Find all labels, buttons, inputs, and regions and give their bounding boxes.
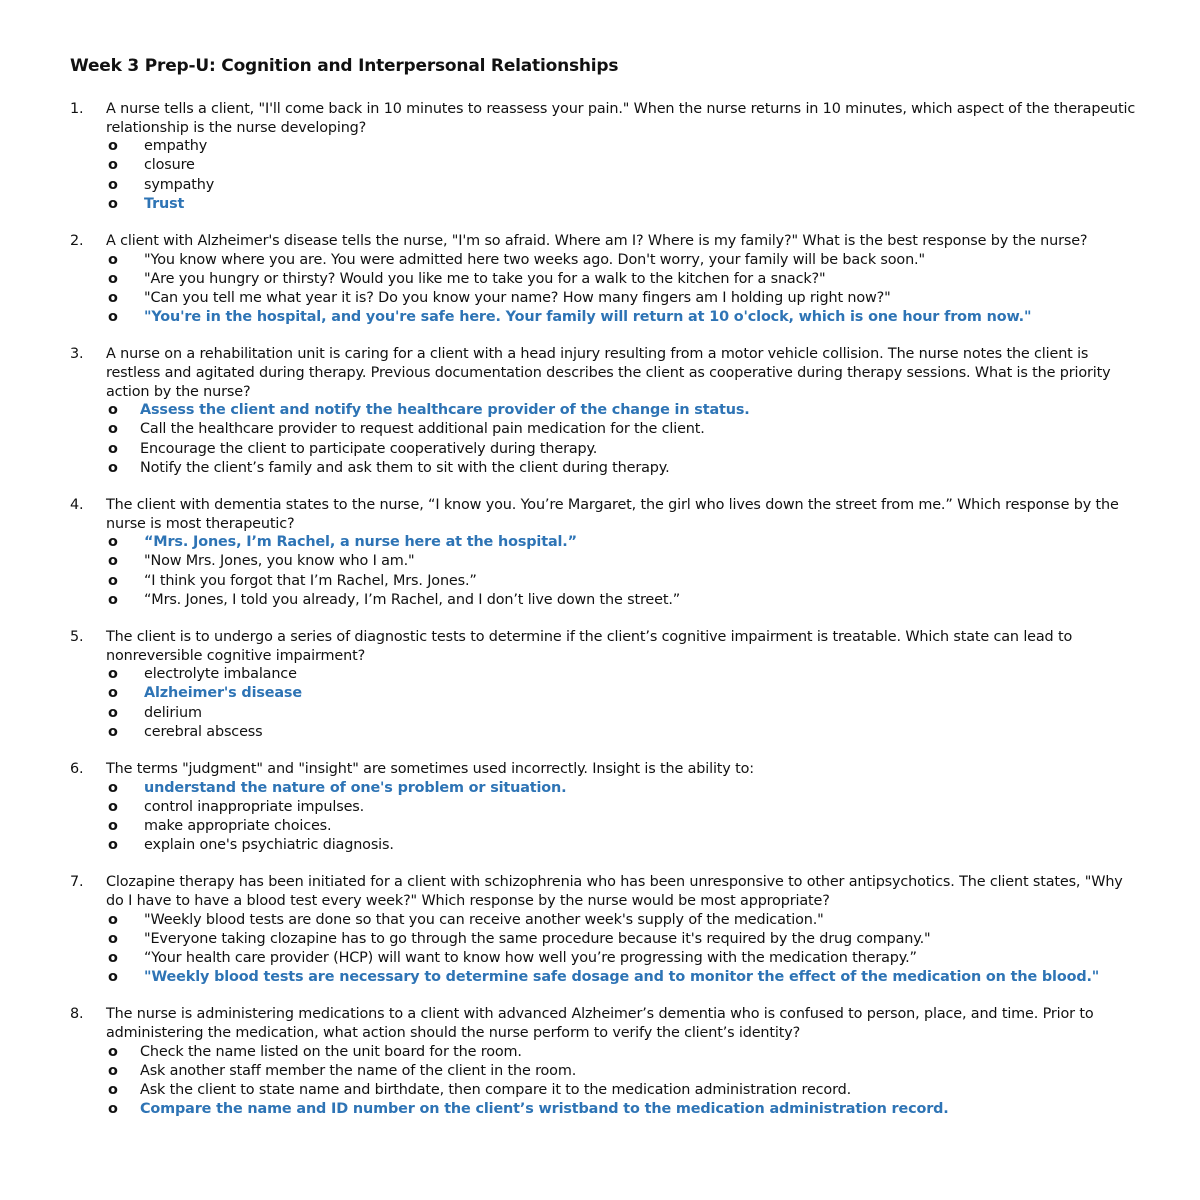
bullet-icon: o	[108, 440, 118, 457]
option-text: “Your health care provider (HCP) will want to know how well you’re progressing with the medication therapy.”	[144, 950, 917, 966]
option-text: delirium	[144, 704, 202, 721]
answer-option	[70, 1062, 1140, 1081]
answer-option	[70, 459, 1140, 478]
answer-option	[70, 723, 1140, 742]
bullet-icon: o	[108, 837, 118, 854]
option-text: Ask the client to state name and birthdate, then compare it to the medication administration record.	[140, 1082, 852, 1098]
bullet-icon: o	[108, 534, 118, 551]
question-text: Clozapine therapy has been initiated for a client with schizophrenia who has been unresponsive to other antipsychotics. The client states, "Why do I have to have a blood test every week?" Which response by the nurse would be most appropriate?	[106, 874, 1123, 909]
option-text: "Weekly blood tests are done so that you can receive another week's supply of the medication."	[144, 911, 824, 928]
answer-option-correct	[70, 968, 1140, 987]
question-1	[70, 100, 1140, 214]
option-text: "Can you tell me what year it is? Do you know your name? How many fingers am I holding up right now?"	[144, 290, 891, 306]
option-text: Trust	[144, 195, 185, 212]
bullet-icon: o	[108, 290, 118, 306]
option-text: make appropriate choices.	[144, 818, 332, 834]
answer-option	[70, 552, 1140, 571]
option-text: sympathy	[144, 176, 215, 193]
answer-option	[70, 930, 1140, 949]
option-text: "Are you hungry or thirsty? Would you like me to take you for a walk to the kitchen for a snack?"	[144, 270, 826, 287]
bullet-icon: o	[108, 138, 118, 155]
bullet-icon: o	[108, 704, 118, 721]
bullet-icon: o	[108, 818, 118, 834]
answer-option-correct	[70, 684, 1140, 703]
answer-option-correct	[70, 401, 1140, 420]
answer-option	[70, 420, 1140, 439]
bullet-icon: o	[108, 723, 118, 740]
bullet-icon: o	[108, 779, 118, 796]
bullet-icon: o	[108, 1101, 118, 1118]
answer-options	[70, 665, 1140, 742]
option-text: Ask another staff member the name of the client in the room.	[140, 1062, 577, 1079]
page-title: Week 3 Prep-U: Cognition and Interpersonal Relationships	[70, 56, 619, 76]
answer-option	[70, 176, 1140, 195]
bullet-icon: o	[108, 911, 118, 928]
option-text: "You know where you are. You were admitted here two weeks ago. Don't worry, your family will be back soon."	[144, 251, 925, 268]
question-text: A nurse tells a client, "I'll come back in 10 minutes to reassess your pain." When the nurse returns in 10 minutes, which aspect of the therapeutic relationship is the nurse developing?	[106, 101, 1136, 136]
answer-option-correct	[70, 195, 1140, 214]
option-text: Alzheimer's disease	[144, 685, 302, 702]
option-text: "Everyone taking clozapine has to go through the same procedure because it's required by the drug company."	[144, 930, 931, 947]
question-number: 1.	[70, 101, 84, 117]
answer-option	[70, 440, 1140, 459]
bullet-icon: o	[108, 798, 118, 815]
bullet-icon: o	[108, 930, 118, 947]
option-text: Compare the name and ID number on the client’s wristband to the medication administration record.	[140, 1101, 949, 1118]
option-text: cerebral abscess	[144, 723, 263, 740]
bullet-icon: o	[108, 950, 118, 966]
answer-options	[70, 911, 1140, 988]
question-text: The client is to undergo a series of diagnostic tests to determine if the client’s cognitive impairment is treatable. Which state can lead to nonreversible cognitive impairment?	[106, 629, 1073, 664]
answer-option	[70, 137, 1140, 156]
option-text: electrolyte imbalance	[144, 666, 297, 683]
question-5	[70, 628, 1140, 742]
answer-option-correct	[70, 308, 1140, 327]
answer-option	[70, 289, 1140, 308]
option-text: Encourage the client to participate cooperatively during therapy.	[140, 440, 598, 457]
question-6	[70, 760, 1140, 855]
answer-option	[70, 798, 1140, 817]
bullet-icon: o	[108, 402, 118, 419]
bullet-icon: o	[108, 309, 118, 326]
question-text: The terms "judgment" and "insight" are sometimes used incorrectly. Insight is the ability to:	[106, 761, 754, 777]
question-number: 3.	[70, 346, 84, 363]
answer-option	[70, 704, 1140, 723]
question-text: The nurse is administering medications to a client with advanced Alzheimer’s dementia who is confused to person, place, and time. Prior to administering the medication, what action should the nurse perform to verify the client’s identity?	[106, 1006, 1094, 1041]
option-text: "Weekly blood tests are necessary to determine safe dosage and to monitor the effect of the medication on the blood."	[144, 969, 1100, 986]
answer-option	[70, 572, 1140, 591]
bullet-icon: o	[108, 591, 118, 608]
question-4	[70, 496, 1140, 610]
bullet-icon: o	[108, 1043, 118, 1060]
option-text: control inappropriate impulses.	[144, 798, 365, 815]
question-number: 2.	[70, 233, 84, 249]
answer-option	[70, 817, 1140, 836]
bullet-icon: o	[108, 553, 118, 570]
bullet-icon: o	[108, 459, 118, 476]
question-number: 4.	[70, 497, 84, 513]
bullet-icon: o	[108, 421, 118, 438]
option-text: Call the healthcare provider to request additional pain medication for the client.	[140, 421, 705, 438]
question-7	[70, 873, 1140, 987]
answer-options	[70, 401, 1140, 478]
question-2	[70, 232, 1140, 327]
bullet-icon: o	[108, 157, 118, 174]
option-text: explain one's psychiatric diagnosis.	[144, 837, 394, 854]
option-text: "You're in the hospital, and you're safe here. Your family will return at 10 o'clock, which is one hour from now."	[144, 309, 1032, 326]
bullet-icon: o	[108, 1062, 118, 1079]
bullet-icon: o	[108, 1082, 118, 1098]
question-text: The client with dementia states to the nurse, “I know you. You’re Margaret, the girl who lives down the street from me.” Which response by the nurse is most therapeutic?	[106, 497, 1119, 532]
answer-option	[70, 911, 1140, 930]
question-number: 8.	[70, 1006, 84, 1023]
option-text: “Mrs. Jones, I’m Rachel, a nurse here at the hospital.”	[144, 534, 577, 551]
bullet-icon: o	[108, 195, 118, 212]
answer-options	[70, 1043, 1140, 1120]
option-text: Check the name listed on the unit board for the room.	[140, 1043, 522, 1060]
answer-option	[70, 591, 1140, 610]
question-number: 7.	[70, 874, 84, 891]
bullet-icon: o	[108, 685, 118, 702]
answer-option	[70, 836, 1140, 855]
question-number: 6.	[70, 761, 84, 777]
question-number: 5.	[70, 629, 84, 645]
answer-option-correct	[70, 779, 1140, 798]
answer-option	[70, 156, 1140, 175]
answer-options	[70, 137, 1140, 214]
question-text: A client with Alzheimer's disease tells the nurse, "I'm so afraid. Where am I? Where is my family?" What is the best response by the nurse?	[106, 233, 1088, 249]
answer-option	[70, 1043, 1140, 1062]
answer-option	[70, 1081, 1140, 1100]
question-list	[70, 100, 1140, 1119]
bullet-icon: o	[108, 251, 118, 268]
option-text: “Mrs. Jones, I told you already, I’m Rachel, and I don’t live down the street.”	[144, 591, 681, 608]
bullet-icon: o	[108, 969, 118, 986]
answer-options	[70, 251, 1140, 328]
bullet-icon: o	[108, 176, 118, 193]
answer-option	[70, 949, 1140, 968]
answer-option	[70, 251, 1140, 270]
bullet-icon: o	[108, 666, 118, 683]
option-text: closure	[144, 157, 195, 174]
answer-option-correct	[70, 1100, 1140, 1119]
question-3	[70, 345, 1140, 478]
option-text: “I think you forgot that I’m Rachel, Mrs. Jones.”	[144, 572, 477, 589]
answer-option	[70, 665, 1140, 684]
answer-option	[70, 270, 1140, 289]
bullet-icon: o	[108, 572, 118, 589]
answer-options	[70, 533, 1140, 610]
option-text: understand the nature of one's problem or situation.	[144, 779, 567, 796]
option-text: Assess the client and notify the healthcare provider of the change in status.	[140, 402, 750, 419]
bullet-icon: o	[108, 270, 118, 287]
answer-options	[70, 779, 1140, 856]
question-text: A nurse on a rehabilitation unit is caring for a client with a head injury resulting from a motor vehicle collision. The nurse notes the client is restless and agitated during therapy. Previous documentation describes the client as cooperative during therapy sessions. What is the priority action by the nurse?	[106, 346, 1111, 400]
answer-option-correct	[70, 533, 1140, 552]
option-text: Notify the client’s family and ask them to sit with the client during therapy.	[140, 459, 670, 476]
option-text: "Now Mrs. Jones, you know who I am."	[144, 553, 415, 570]
question-8	[70, 1005, 1140, 1119]
option-text: empathy	[144, 138, 208, 155]
